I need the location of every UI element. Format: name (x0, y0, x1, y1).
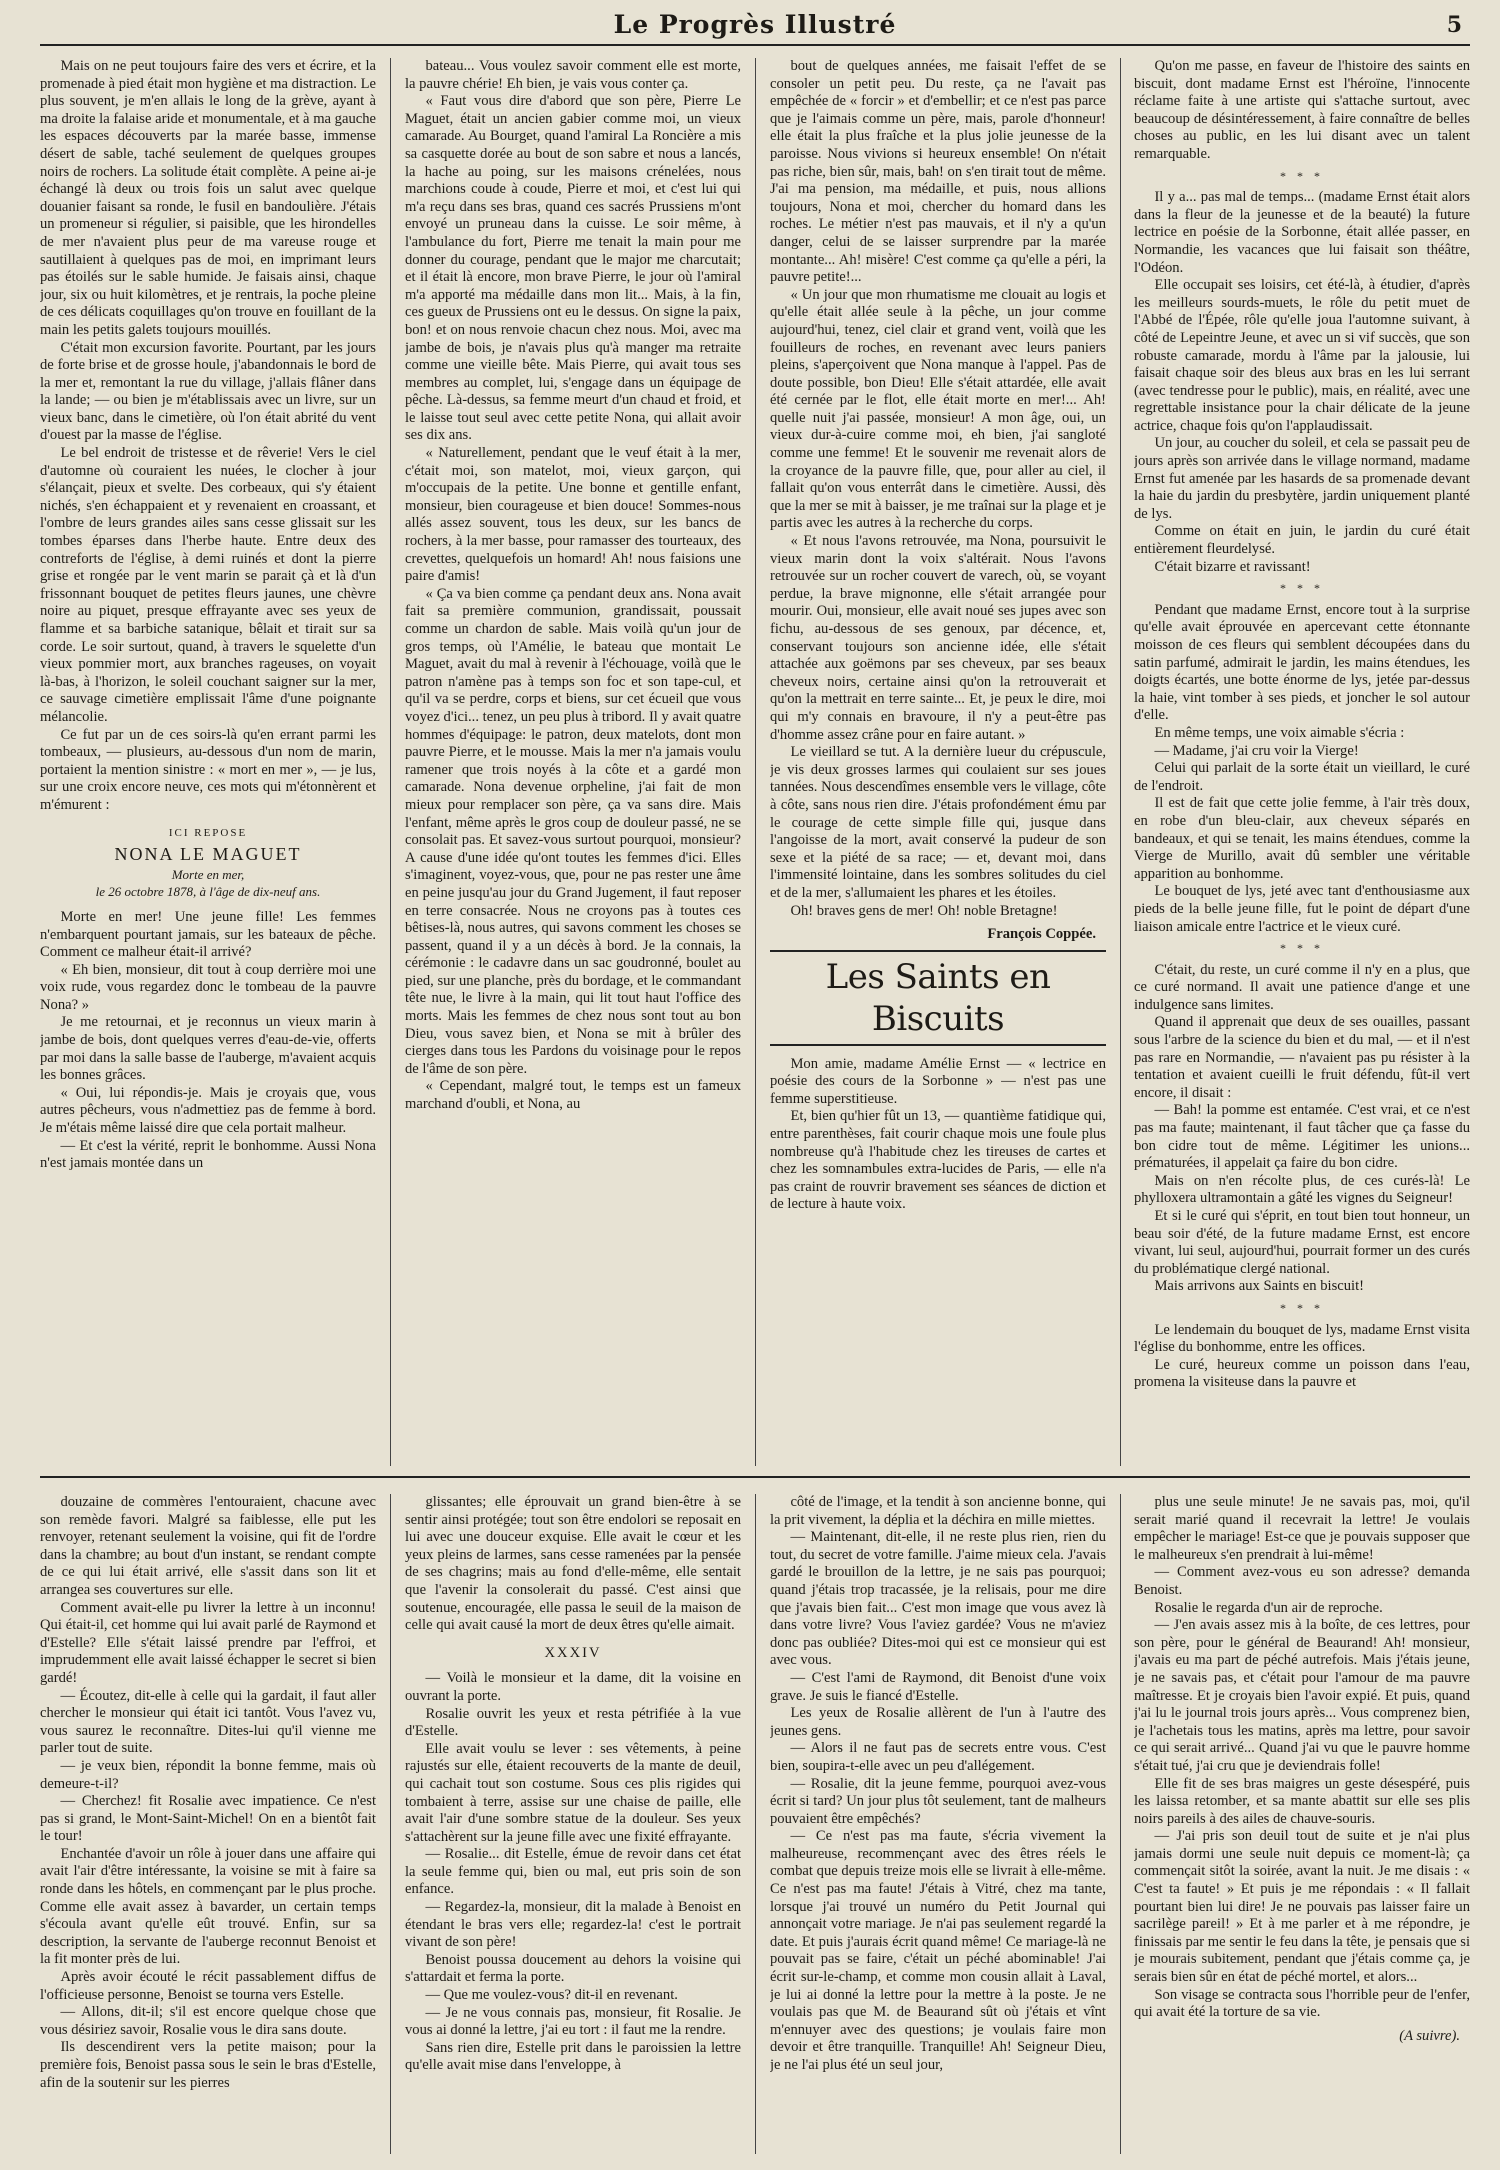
paragraph: « Cependant, malgré tout, le temps est un fameux marchand d'oubli, et Nona, au (405, 1078, 741, 1113)
paragraph: Les yeux de Rosalie allèrent de l'un à l'autre des jeunes gens. (770, 1705, 1106, 1739)
article-title: Les Saints en Biscuits (770, 950, 1106, 1046)
epitaph-name: NONA LE MAGUET (114, 844, 302, 865)
paragraph: Quand il apprenait que deux de ses ouailles, passant sous l'arbre de la science du bien et du mal, — et il n'est pas rare en Normandie, — n'avaient pas pu résister à la tentation et avaient cueilli le fruit défendu, fût-il vert encore, il disait : (1134, 1014, 1470, 1101)
paragraph: — Ce n'est pas ma faute, s'écria vivement la malheureuse, recommençant avec des êtres réels le combat que depuis treize mois elle se livrait à elle-même. Ce n'est pas ma faute! J'étais à Vitré, chez ma tante, lorsque j'ai trouvé un numéro du Petit Journal qui annonçait votre mariage. Je n'ai pas seulement regardé la date. Et puis j'aurais écrit quand même! Ce mariage-là ne pouvait pas se faire, c'était un péché abominable! J'ai écrit sur-le-champ, et comme mon cousin allait à Laval, je lui ai donné la lettre pour la mettre à la poste. Je ne voulais pas que M. de Beaurand sût où j'étais et vînt m'ennuyer avec des questions; je voulais faire mon devoir et être tranquille. Tranquille! Ah! Seigneur Dieu, je ne l'ai plus été un seul jour, (770, 1828, 1106, 2073)
paragraph: — Alors il ne faut pas de secrets entre vous. C'est bien, soupira-t-elle avec un peu d'allégement. (770, 1740, 1106, 1774)
paragraph: « Eh bien, monsieur, dit tout à coup derrière moi une voix rude, vous regardez donc le tombeau de la pauvre Nona? » (40, 961, 376, 1013)
bottom-column-4 (1134, 1494, 1470, 2154)
paragraph: Elle occupait ses loisirs, cet été-là, à étudier, d'après les meilleurs sourds-muets, le rôle du petit muet de l'Abbé de l'Épée, rôle qu'elle joua l'automne suivant, à côté de Lepeintre Jeune, et avec un si vif succès, que son robuste camarade, mordu à l'âme par la jalousie, lui faisait chaque soir des bleus aux bras en les lui serrant (avec tendresse pour le public), mais, en réalité, avec une regrettable insistance pour la chair délicate de la jeune actrice, chaque fois qu'on l'applaudissait. (1134, 277, 1470, 434)
section-separator: * * * (1280, 168, 1324, 183)
paragraph: Il est de fait que cette jolie femme, à l'air très doux, en robe d'un bleu-clair, aux cheveux séparés en bandeaux, et qui se tenait, les mains étendues, comme la Vierge de Murillo, avait dû sembler une véritable apparition au bonhomme. (1134, 795, 1470, 882)
paragraph: « Faut vous dire d'abord que son père, Pierre Le Maguet, était un ancien gabier comme moi, un vieux camarade. Au Bourget, quand l'amiral La Roncière a mis sa casquette dorée au bout de son sabre et nous a lancés, la hache au poing, sur les maisons crénelées, nous marchions coude à coude, Pierre et moi, et c'est lui qui m'a reçu dans ses bras, quand ces sacrés Prussiens m'ont envoyé un pruneau dans la cuisse. Le soir même, à l'ambulance du fort, Pierre me tenait la main pour me donner du courage, pendant que le major me charcutait; et il était là encore, mon brave Pierre, le jour où l'amiral m'a apporté ma médaille dans mon lit... Mais, à la fin, ces gueux de Prussiens ont eu le dessus. On signe la paix, bon! et on nous renvoie chacun chez nous. Moi, avec ma jambe de bois, je n'avais plus qu'à manger ma retraite comme une vieille bête. Mais Pierre, qui avait tous ses membres au complet, lui, s'engage dans un équipage de pêche. Là-dessus, sa femme meurt d'un chaud et froid, et le laisse tout seul avec cette petite Nona, qui allait avoir ses dix ans. (405, 93, 741, 444)
top-column-1 (40, 58, 376, 1466)
paragraph: — Maintenant, dit-elle, il ne reste plus rien, rien du tout, du secret de votre famille. J'aime mieux cela. J'avais gardé le brouillon de la lettre, je ne sais pas pourquoi; quand j'étais trop tracassée, je la relisais, pour me dire que j'avais bien fait... C'est mon image que vous avez là dans votre livre? Vous l'aviez gardée? Vous ne m'aviez donc pas oubliée? Dites-moi qui est ce monsieur qui est avec vous. (770, 1529, 1106, 1669)
chapter-number: XXXIV (544, 1644, 602, 1661)
paragraph: Enchantée d'avoir un rôle à jouer dans une affaire qui avait l'air d'être intéressante, la voisine se mit à faire sa ronde dans les hôtels, en commençant par le plus proche. Comme elle avait assez à bavarder, un certain temps s'écoula avant qu'elle eût trouvé. Enfin, sur sa description, la servante de l'auberge reconnut Benoist et la fit monter près de lui. (40, 1845, 376, 1968)
section-separator: * * * (1280, 581, 1324, 596)
paragraph: « Ça va bien comme ça pendant deux ans. Nona avait fait sa première communion, grandissait, poussait comme un chardon de sable. Mais voilà qu'un jour de gros temps, où l'Amélie, le bateau que montait Le Maguet, avait du mal à revenir à l'échouage, voilà que le patron n'amène pas à temps son foc et son tape-cul, et qu'il va se perdre, corps et biens, sur cet écueil que vous voyez d'ici... tenez, un peu plus à tribord. Il y avait quatre hommes d'équipage: le patron, deux matelots, dont mon pauvre Pierre, et le mousse. Mais la mer n'a jamais voulu ramener que trois noyés à la côte et a gardé mon camarade. Nona devenue orpheline, j'ai fait de mon mieux pour remplacer son père, ça va sans dire. Mais l'enfant, même après le gros coup de douleur passé, ne se consolait pas. Et savez-vous surtout pourquoi, monsieur? A cause d'une idée qu'ont toutes les femmes d'ici. Elles s'imaginent, voyez-vous, que, pour ne pas rester une âme en peine jusqu'au jour du Grand Jugement, il faut reposer en terre consacrée. Nous ne croyons pas à toutes ces bêtises-là, nous autres, qui savons comment les choses se passent, quand il y a un décès à bord. Je la connais, la cérémonie : le cadavre dans un sac goudronné, boulet au pied, sur une planche, près du bordage, et le commandant tête nue, le livre à la main, qui lit tout haut l'office des morts. Mais les femmes de chez nous sont tout au bon Dieu, vous savez bien, et Nona se mit à brûler des cierges dans tous les Pardons du voisinage pour le repos de l'âme de son père. (405, 585, 741, 1077)
to-be-continued: (A suivre). (1399, 2027, 1460, 2044)
paragraph: Sans rien dire, Estelle prit dans le paroissien la lettre qu'elle avait mise dans l'enveloppe, à (405, 2039, 741, 2074)
bottom-column-3 (770, 1494, 1106, 2154)
paragraph: « Naturellement, pendant que le veuf était à la mer, c'était moi, son matelot, moi, vieux garçon, qui m'occupais de la petite. Une bonne et gentille enfant, monsieur, bien courageuse et bien douce! Sommes-nous allés assez souvent, tous les deux, sur les bancs de rochers, à la mer basse, pour ramasser des tourteaux, des crevettes, quelquefois un homard! Ah! nous faisions une paire d'amis! (405, 445, 741, 585)
paragraph: douzaine de commères l'entouraient, chacune avec son remède favori. Malgré sa faiblesse, elle put les renvoyer, retenant seulement la voisine, qui fit de l'ordre dans la chambre; au bout d'un instant, se rendant compte de ce qui lui était arrivé, elle s'assit dans son lit et arrangea ses couvertures sur elle. (40, 1494, 376, 1598)
page-header (40, 8, 1470, 46)
column-divider (1120, 58, 1121, 1466)
paragraph: — Écoutez, dit-elle à celle qui la gardait, il faut aller chercher le monsieur qui était ici tantôt. Vous l'avez vu, vous saurez le reconnaître. Dites-lui qu'il vienne me parler tout de suite. (40, 1687, 376, 1757)
paragraph: bateau... Vous voulez savoir comment elle est morte, la pauvre chérie! Eh bien, je vais vous conter ça. (405, 58, 741, 92)
paragraph: Elle avait voulu se lever : ses vêtements, à peine rajustés sur elle, étaient recouverts de la mante de deuil, qui cachait tout son costume. Sous ces plis rigides qui tombaient à terre, assise sur une chaise de paille, elle avait l'air d'une sombre statue de la douleur. Ses yeux s'attachèrent sur la jeune fille avec une fixité effrayante. (405, 1740, 741, 1845)
paragraph: — J'en avais assez mis à la boîte, de ces lettres, pour son père, pour le général de Beaurand! Ah! monsieur, j'avais eu ma part de péché autrefois. Mais j'étais jeune, je ne savais pas, et c'était pour l'amour de ma pauvre maîtresse. Et je croyais bien l'avoir expié. Et puis, quand j'ai lu le journal trois jours après... Vous comprenez bien, je l'achetais tous les matins, après ma lettre, pour savoir ce qui serait arrivé... Quand j'ai vu que le pauvre homme s'était tué, j'ai cru que je deviendrais folle! (1134, 1617, 1470, 1774)
paragraph: Comme on était en juin, le jardin du curé était entièrement fleurdelysé. (1134, 523, 1470, 558)
paragraph: C'était bizarre et ravissant! (1154, 558, 1311, 575)
top-column-3 (770, 58, 1106, 1466)
paragraph: En même temps, une voix aimable s'écria : (1154, 724, 1405, 741)
paragraph: Le bel endroit de tristesse et de rêverie! Vers le ciel d'automne où couraient les nuées, le clocher à jour s'élançait, pieux et svelte. Des corbeaux, qui s'y étaient nichés, s'en échappaient et y revenaient en croassant, et l'ombre de leurs grandes ailes sans cesse glissait sur les tombes éparses dans l'herbe haute. Entre deux des contreforts de l'église, à demi ruinés et dont la pierre grise et rongée par le vent marin se parait çà et là d'un frissonnant bouquet de petites fleurs jaunes, une chèvre noire au piquet, presque effrayante avec ses yeux de flamme et sa barbiche satanique, bêlait et tirait sur sa corde. Le soir surtout, quand, à travers le squelette d'un vieux pommier mort, aux branches rageuses, on voyait là-bas, à l'horizon, le soleil couchant saigner sur la mer, ce sauvage cimetière emplissait l'âme d'une poignante mélancolie. (40, 445, 376, 725)
paragraph: Elle fit de ses bras maigres un geste désespéré, puis les laissa retomber, et sa mante abattit sur elle ses plis noirs pareils à des ailes de chauve-souris. (1134, 1775, 1470, 1827)
newspaper-title: Le Progrès Illustré (613, 10, 897, 39)
paragraph: Qu'on me passe, en faveur de l'histoire des saints en biscuit, dont madame Ernst est l'héroïne, l'innocente réclame faite à une artiste qui s'attache surtout, avec beaucoup de désintéressement, à faire connaître de belles choses au public, en les lui disant avec un talent remarquable. (1134, 58, 1470, 162)
paragraph: Ce fut par un de ces soirs-là qu'en errant parmi les tombeaux, — plusieurs, au-dessous d'un nom de marin, portaient la mention sinistre : « mort en mer », — je lus, sur une croix encore neuve, ces mots qui m'étonnèrent et m'émurent : (40, 726, 376, 813)
paragraph: Le vieillard se tut. A la dernière lueur du crépuscule, je vis deux grosses larmes qui coulaient sur ses joues tannées. Nous descendîmes ensemble vers le village, côte à côte, sans nous rien dire. J'étais profondément ému par le courage de cette simple fille qui, jusque dans l'angoisse de la mort, avait conservé la pudeur de son sexe et la piété de sa race; — et, devant moi, dans l'immensité lointaine, dans les sombres solitudes du ciel et de la mer, s'allumaient les phares et les étoiles. (770, 744, 1106, 901)
epitaph-line: Morte en mer, (171, 866, 245, 882)
paragraph: plus une seule minute! Je ne savais pas, moi, qu'il serait marié quand il recevrait la lettre! Je voulais empêcher le mariage! Est-ce que je pouvais supposer que le malheureux s'en prendrait à lui-même! (1134, 1494, 1470, 1563)
column-divider (390, 58, 391, 1466)
paragraph: — Cherchez! fit Rosalie avec impatience. Ce n'est pas si grand, le Mont-Saint-Michel! On en a bientôt fait le tour! (40, 1793, 376, 1845)
paragraph: Le lendemain du bouquet de lys, madame Ernst visita l'église du bonhomme, entre les offices. (1134, 1321, 1470, 1356)
paragraph: — C'est l'ami de Raymond, dit Benoist d'une voix grave. Je suis le fiancé d'Estelle. (770, 1669, 1106, 1704)
paragraph: Mon amie, madame Amélie Ernst — « lectrice en poésie des cours de la Sorbonne » — n'est pas une femme superstitieuse. (770, 1055, 1106, 1107)
paragraph: — Comment avez-vous eu son adresse? demanda Benoist. (1134, 1564, 1470, 1598)
author-signature: François Coppée. (987, 926, 1096, 943)
bottom-column-1 (40, 1494, 376, 2154)
top-column-2 (405, 58, 741, 1466)
column-divider (390, 1494, 391, 2154)
paragraph: Rosalie le regarda d'un air de reproche. (1154, 1599, 1383, 1616)
paragraph: Mais on n'en récolte plus, de ces curés-là! Le phylloxera ultramontain a gâté les vignes du Seigneur! (1134, 1172, 1470, 1207)
paragraph: Et si le curé qui s'éprit, en tout bien tout honneur, un beau soir d'été, de la future madame Ernst, est encore vivant, lui seul, aujourd'hui, pourrait former un des curés du problématique clergé national. (1134, 1208, 1470, 1277)
paragraph: glissantes; elle éprouvait un grand bien-être à se sentir ainsi protégée; tout son être endolori se reposait en lui avec une douceur exquise. Elle avait le cœur et les yeux pleins de larmes, sans cesse ramenées par la pensée de ses chagrins; mais au fond d'elle-même, elle sentait que l'avenir la consolerait du passé. C'est ainsi que soutenue, encouragée, elle passa le seuil de la maison de celle qui avait causé la mort de deux êtres qu'elle aimait. (405, 1494, 741, 1634)
column-divider (1120, 1494, 1121, 2154)
section-separator: * * * (1280, 941, 1324, 956)
paragraph: Je me retournai, et je reconnus un vieux marin à jambe de bois, dont quelques verres d'eau-de-vie, offerts par moi dans la salle basse de l'auberge, m'avaient acquis les bonnes grâces. (40, 1014, 376, 1084)
paragraph: — Regardez-la, monsieur, dit la malade à Benoist en étendant le bras vers elle; regardez-la! c'est le portrait vivant de son père! (405, 1899, 741, 1951)
paragraph: bout de quelques années, me faisait l'effet de se consoler un petit peu. Du reste, ça ne l'avait pas empêchée de « forcir » et d'embellir; et ce n'est pas parce que je l'aimais comme un père, mais, parole d'honneur! elle était la plus fraîche et la plus jolie jeunesse de la paroisse. Nous vivions si heureux ensemble! On n'était pas riche, bien sûr, mais, bah! on s'en tirait tout de même. J'ai ma pension, ma médaille, et puis, nous allions toujours, Nona et moi, chercher du homard dans les roches. Le métier n'est pas mauvais, et il n'y a qu'un danger, celui de se laisser surprendre par la marée montante... Ah! misère! C'est comme ça qu'elle a péri, la pauvre petite!... (770, 58, 1106, 286)
paragraph: Comment avait-elle pu livrer la lettre à un inconnu! Qui était-il, cet homme qui lui avait parlé de Raymond et d'Estelle? Elle s'était laissé prendre par l'effroi, et imprudemment elle avait laissé échapper le secret si bien gardé! (40, 1599, 376, 1686)
paragraph: Oh! braves gens de mer! Oh! noble Bretagne! (790, 902, 1058, 919)
paragraph: — Que me voulez-vous? dit-il en revenant. (425, 1987, 678, 2004)
bottom-column-2 (405, 1494, 741, 2154)
paragraph: — Allons, dit-il; s'il est encore quelque chose que vous désiriez savoir, Rosalie vous le dira sans doute. (40, 2004, 376, 2038)
epitaph-date: le 26 octobre 1878, à l'âge de dix-neuf ans. (95, 884, 321, 900)
paragraph: — J'ai pris son deuil tout de suite et je n'ai plus jamais dormi une seule nuit depuis ce moment-là; ça commençait sitôt la soirée, avant la nuit. Je me disais : « C'est ta faute! » Et puis je me répondais : « Il fallait pourtant bien lui dire! Je ne pouvais pas laisser faire un sacrilège pareil! » Et à me parler et à me répondre, je finissais par me sentir le feu dans la tête, je pensais que si je mourais subitement, pendant que j'étais comme ça, je serais bien sûr en état de péché mortel, et alors... (1134, 1828, 1470, 1986)
paragraph: Un jour, au coucher du soleil, et cela se passait peu de jours après son arrivée dans le village normand, madame Ernst fut amenée par les hasards de sa promenade devant la haie du jardin du presbytère, jardin uniquement planté de lys. (1134, 435, 1470, 522)
paragraph: — Rosalie, dit la jeune femme, pourquoi avez-vous écrit si tard? Un jour plus tôt seulement, tant de malheurs pouvaient être empêchés? (770, 1775, 1106, 1827)
column-divider (755, 1494, 756, 2154)
paragraph: — Voilà le monsieur et la dame, dit la voisine en ouvrant la porte. (405, 1670, 741, 1704)
paragraph: Celui qui parlait de la sorte était un vieillard, le curé de l'endroit. (1134, 760, 1470, 794)
paragraph: C'était, du reste, un curé comme il n'y en a plus, que ce curé normand. Il avait une patience d'ange et une indulgence sans limites. (1134, 961, 1470, 1013)
epitaph-line: ICI REPOSE (168, 826, 248, 839)
column-divider (755, 58, 756, 1466)
paragraph: Ils descendirent vers la petite maison; pour la première fois, Benoist passa sous le sein le bras d'Estelle, afin de la soutenir sur les pierres (40, 2039, 376, 2091)
paragraph: Le curé, heureux comme un poisson dans l'eau, promena la visiteuse dans la pauvre et (1134, 1356, 1470, 1391)
section-divider (40, 1476, 1470, 1478)
paragraph: Mais on ne peut toujours faire des vers et écrire, et la promenade à pied était mon hygiène et ma distraction. Le plus souvent, je m'en allais le long de la grève, ayant à ma droite la falaise aride et monumentale, et à ma gauche les espaces découverts par la marée basse, immense désert de sable, taché seulement de quelques groupes noirs de rochers. La solitude était complète. A peine ai-je échangé là deux ou trois fois un salut avec quelque douanier faisant sa ronde, le fusil en bandoulière. J'étais un promeneur si régulier, si paisible, que les hirondelles de mer n'avaient plus peur de ma vareuse rouge et sautillaient à quelques pas de moi, en imprimant leurs pas étoilés sur le sable humide. Je faisais ainsi, chaque jour, six ou huit kilomètres, et je rentrais, la poche pleine de ces délicats coquillages qu'on trouve en fouillant de la main les petits galets toujours mouillés. (40, 58, 376, 338)
paragraph: Le bouquet de lys, jeté avec tant d'enthousiasme aux pieds de la belle jeune fille, fut le point de départ d'une liaison amicale entre l'actrice et le vieux curé. (1134, 883, 1470, 935)
section-separator: * * * (1280, 1300, 1324, 1315)
paragraph: Mais arrivons aux Saints en biscuit! (1154, 1278, 1364, 1295)
paragraph: Morte en mer! Une jeune fille! Les femmes n'embarquent pourtant jamais, sur les bateaux de pêche. Comment ce malheur était-il arrivé? (40, 908, 376, 961)
paragraph: — Rosalie... dit Estelle, émue de revoir dans cet état la seule femme qui, bien ou mal, eut pris soin de son enfance. (405, 1846, 741, 1898)
paragraph: « Un jour que mon rhumatisme me clouait au logis et qu'elle était allée seule à la pêche, un jour comme aujourd'hui, tenez, ciel clair et grand vent, voilà que les fouilleurs de roches, en revenant avec leurs paniers pleins, s'aperçoivent que Nona manque à l'appel. Pas de doute possible, bon Dieu! Elle s'était attardée, elle avait été cernée par le flot, elle était morte en mer!... Ah! quelle nuit j'ai passée, monsieur! A mon âge, oui, un vieux dur-à-cuire comme moi, eh bien, j'ai sangloté comme une femme! Et le souvenir me revenait alors de la croyance de la pauvre fille, que, pour aller au ciel, il fallait qu'on vous enterrât dans le cimetière. Aussi, dès que la mer se mit à baisser, je me traînai sur la plage et je partis avec les autres à la recherche du corps. (770, 286, 1106, 532)
paragraph: Benoist poussa doucement au dehors la voisine qui s'attardait et ferma la porte. (405, 1951, 741, 1986)
paragraph: — je veux bien, répondit la bonne femme, mais où demeure-t-il? (40, 1757, 376, 1792)
top-section (40, 58, 1470, 1466)
feuilleton-section (40, 1494, 1470, 2154)
paragraph: — Je ne vous connais pas, monsieur, fit Rosalie. Je vous ai donné la lettre, j'ai eu tort : il faut me la rendre. (405, 2004, 741, 2039)
paragraph: — Et c'est la vérité, reprit le bonhomme. Aussi Nona n'est jamais montée dans un (40, 1137, 376, 1172)
paragraph: « Oui, lui répondis-je. Mais je croyais que, vous autres pêcheurs, vous n'admettiez pas de femme à bord. Je m'étais même laissé dire que cela portait malheur. (40, 1084, 376, 1137)
paragraph: Il y a... pas mal de temps... (madame Ernst était alors dans la fleur de la jeunesse et de la beauté) la future lectrice en poésie de la Sorbonne, était allée passer, en Normandie, les vacances que lui faisait son théâtre, l'Odéon. (1134, 189, 1470, 276)
paragraph: C'était mon excursion favorite. Pourtant, par les jours de forte brise et de grosse houle, j'abandonnais le bord de la mer et, remontant la rue du village, j'allais flâner dans la lande; — ou bien je m'établissais avec un livre, sur un vieux banc, dans le cimetière, où l'on était abrité du vent d'ouest par la masse de l'église. (40, 339, 376, 444)
paragraph: Pendant que madame Ernst, encore tout à la surprise qu'elle avait éprouvée en apercevant cette étonnante moisson de ces fleurs qui semblent découpées dans du satin parfumé, admirait le jardin, les mains étendues, les doigts écartés, une botte énorme de lys, jetée par-dessus la haie, vint tomber à ses pieds, et joncher le sol autour d'elle. (1134, 601, 1470, 724)
epitaph (40, 825, 376, 901)
paragraph: — Madame, j'ai cru voir la Vierge! (1154, 742, 1359, 759)
top-column-4 (1134, 58, 1470, 1466)
paragraph: Son visage se contracta sous l'horrible peur de l'enfer, qui avait été la torture de sa vie. (1134, 1986, 1470, 2021)
paragraph: Et, bien qu'hier fût un 13, — quantième fatidique qui, entre parenthèses, fait courir chaque mois une foule plus nombreuse qu'à l'habitude chez les tireuses de cartes et chez les somnambules extra-lucides de Paris, — elle n'a pas craint de rouvrir bravement ses séances de diction et de lecture à haute voix. (770, 1108, 1106, 1213)
paragraph: Après avoir écouté le récit passablement diffus de l'officieuse personne, Benoist se tourna vers Estelle. (40, 1969, 376, 2003)
paragraph: — Bah! la pomme est entamée. C'est vrai, et ce n'est pas ma faute; maintenant, il faut tâcher que ça fasse du bon cidre tout de même. Légitimer les unions... prématurées, il appelait ça faire du bon cidre. (1134, 1102, 1470, 1172)
page-number: 5 (1446, 12, 1462, 38)
paragraph: côté de l'image, et la tendit à son ancienne bonne, qui la prit vivement, la déplia et la déchira en mille miettes. (770, 1494, 1106, 1528)
paragraph: « Et nous l'avons retrouvée, ma Nona, poursuivit le vieux marin dont la voix s'altérait. Nous l'avons retrouvée sur un rocher couvert de varech, où, se voyant perdue, la brave mignonne, elle s'était arrangée pour mourir. Oui, monsieur, elle avait noué ses jupes avec son fichu, au-dessous de ses genoux, par décence, et, conservant toujours son ancienne idée, elle s'était attachée aux goëmons par ses cheveux, par ses beaux cheveux noirs, certaine ainsi qu'on la retrouverait et qu'on la mettrait en terre sainte... Et, je peux le dire, moi qui m'y connais en bravoure, il n'y a peut-être pas d'homme assez crâne pour en faire autant. » (770, 533, 1106, 743)
paragraph: Rosalie ouvrit les yeux et resta pétrifiée à la vue d'Estelle. (405, 1705, 741, 1740)
